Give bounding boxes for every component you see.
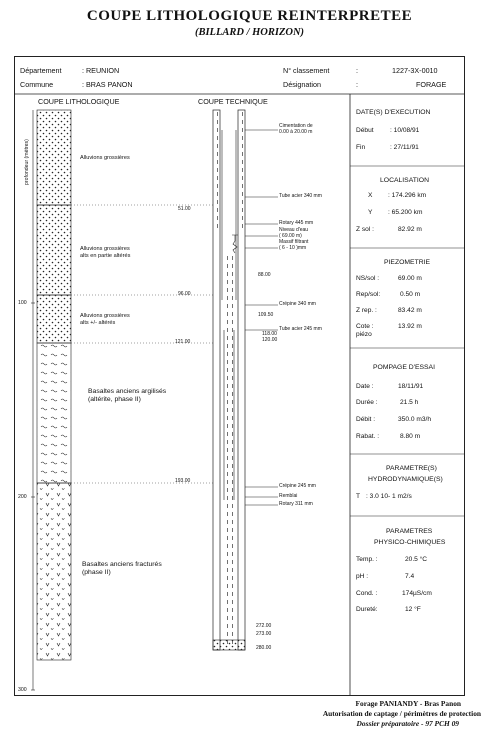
axis-tick-300: 300 bbox=[18, 687, 27, 693]
column-header-lithologic: COUPE LITHOLOGIQUE bbox=[38, 97, 120, 106]
lithology-unit-label: Basaltes anciens argilisés (altérite, phase II) bbox=[88, 388, 167, 403]
tech-label: Remblai bbox=[279, 493, 298, 499]
axis-tick-100: 100 bbox=[18, 300, 27, 306]
depth-label: 193.00 bbox=[175, 478, 191, 484]
fin-label: Fin bbox=[356, 144, 366, 151]
ns-label: NS/sol : bbox=[356, 275, 380, 282]
durete-value: 12 °F bbox=[405, 606, 421, 613]
depth-label: 96.00 bbox=[178, 291, 191, 297]
tech-label: Niveau d'eau ( 69.00 m) bbox=[279, 227, 309, 239]
x-value: : 174.296 km bbox=[388, 192, 427, 199]
lithology-unit-label: Alluvions grossières alts +/- altérés bbox=[80, 313, 130, 326]
debit-label: Débit : bbox=[356, 416, 376, 423]
temp-label: Temp. : bbox=[356, 556, 378, 563]
ph-label: pH : bbox=[356, 573, 369, 580]
y-label: Y bbox=[368, 209, 373, 216]
document-title: COUPE LITHOLOGIQUE REINTERPRETEE bbox=[86, 8, 413, 24]
z-sol-label: Z sol : bbox=[356, 226, 374, 233]
localisation-title: LOCALISATION bbox=[380, 177, 429, 184]
cote-value: 13.92 m bbox=[398, 323, 422, 330]
footer-line-3: Dossier préparatoire - 97 PCH 09 bbox=[356, 719, 459, 728]
rep-value: 0.50 m bbox=[400, 291, 421, 298]
hydrodynamique-title: HYDRODYNAMIQUE(S) bbox=[368, 476, 443, 483]
z-rep-label: Z rep. : bbox=[356, 307, 377, 314]
classement-value: 1227-3X-0010 bbox=[392, 66, 438, 75]
ns-value: 69.00 m bbox=[398, 275, 422, 282]
tech-label: Rotary 311 mm bbox=[279, 501, 313, 507]
z-sol-value: 82.92 m bbox=[398, 226, 422, 233]
tech-depth: 273.00 bbox=[256, 631, 272, 637]
x-label: X bbox=[368, 192, 373, 199]
tech-depth: 118.00 bbox=[262, 331, 277, 337]
classement-label: N° classement bbox=[283, 66, 330, 75]
designation-value: FORAGE bbox=[416, 80, 447, 89]
depth-label: 51.00 bbox=[178, 206, 191, 212]
tech-label: Tube acier 340 mm bbox=[279, 193, 322, 199]
tech-label: Crépine 245 mm bbox=[279, 483, 316, 489]
pompage-title: POMPAGE D'ESSAI bbox=[373, 364, 435, 371]
physico-title-2: PHYSICO-CHIMIQUES bbox=[374, 539, 446, 546]
tech-label: Massif filtrant ( 6 - 10 )mm bbox=[279, 239, 309, 251]
tech-depth: 109.50 bbox=[258, 312, 274, 318]
column-header-technical: COUPE TECHNIQUE bbox=[198, 97, 268, 106]
debut-label: Début bbox=[356, 127, 374, 134]
temp-value: 20.5 °C bbox=[405, 556, 428, 563]
departement-label: Département bbox=[20, 66, 62, 75]
document-subtitle: (BILLARD / HORIZON) bbox=[194, 27, 305, 38]
ph-value: 7.4 bbox=[405, 573, 415, 580]
t-value: : 3.0 10- 1 m2/s bbox=[366, 493, 412, 500]
piezometrie-title: PIEZOMETRIE bbox=[384, 259, 431, 266]
cond-label: Cond. : bbox=[356, 590, 378, 597]
depth-axis-label: profondeur (mètres) bbox=[24, 139, 30, 185]
debit-value: 350.0 m3/h bbox=[398, 416, 431, 423]
lithology-unit-label: Alluvions grossières bbox=[80, 155, 130, 161]
durete-label: Dureté: bbox=[356, 606, 378, 613]
cond-value: 174µS/cm bbox=[402, 590, 432, 597]
footer-line-2: Autorisation de captage / périmètres de protection bbox=[322, 709, 481, 718]
tech-label: Tube acier 245 mm bbox=[279, 326, 322, 332]
tech-depth: 272.00 bbox=[256, 623, 272, 629]
tech-label: Rotary 445 mm bbox=[279, 220, 314, 226]
tech-label: Crépine 340 mm bbox=[279, 301, 316, 307]
debut-value: : 10/08/91 bbox=[390, 127, 420, 134]
commune-label: Commune bbox=[20, 80, 54, 89]
t-label: T bbox=[356, 493, 361, 500]
tech-label: Cimentation de 0.00 à 20.00 m bbox=[279, 123, 313, 135]
rabat-value: 8.80 m bbox=[400, 433, 421, 440]
tech-depth: 120.00 bbox=[262, 337, 278, 343]
designation-label: Désignation bbox=[283, 80, 321, 89]
lithology-unit-label: Alluvions grossières alts en partie altérés bbox=[80, 246, 131, 259]
rabat-label: Rabat. : bbox=[356, 433, 380, 440]
tech-depth: 88.00 bbox=[258, 272, 271, 278]
footer-line-1: Forage PANIANDY - Bras Panon bbox=[355, 699, 461, 708]
dates-title: DATE(S) D'EXECUTION bbox=[356, 109, 431, 116]
commune-value: : BRAS PANON bbox=[82, 80, 133, 89]
departement-value: : REUNION bbox=[82, 66, 120, 75]
cote-label: Cote : bbox=[356, 323, 374, 330]
duree-label: Durée : bbox=[356, 399, 378, 406]
cote-sub-label: piézo bbox=[356, 331, 372, 338]
fin-value: : 27/11/91 bbox=[390, 144, 419, 151]
z-rep-value: 83.42 m bbox=[398, 307, 422, 314]
duree-value: 21.5 h bbox=[400, 399, 419, 406]
lithology-unit-label: Basaltes anciens fracturés (phase II) bbox=[82, 561, 162, 576]
parametres-title: PARAMETRE(S) bbox=[386, 465, 437, 472]
tech-depth: 280.00 bbox=[256, 645, 272, 651]
physico-title: PARAMETRES bbox=[386, 528, 433, 535]
y-value: : 65.200 km bbox=[388, 209, 423, 216]
date-label: Date : bbox=[356, 383, 374, 390]
rep-label: Rep/sol: bbox=[356, 291, 381, 298]
depth-label: 121.00 bbox=[175, 339, 191, 345]
date-value: 18/11/91 bbox=[398, 383, 424, 390]
axis-tick-200: 200 bbox=[18, 494, 27, 500]
